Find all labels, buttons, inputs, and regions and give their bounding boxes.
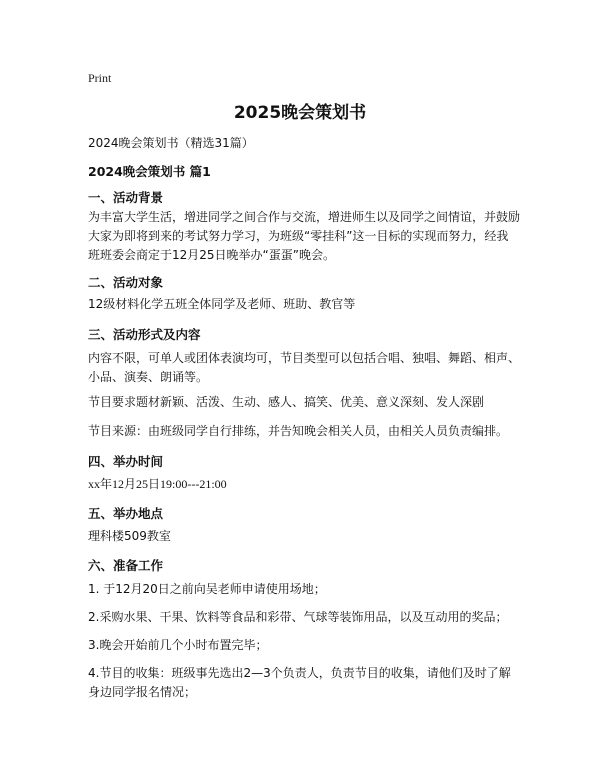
paragraph-prep-2: 2.采购水果、干果、饮料等食品和彩带、气球等装饰用品，以及互动用的奖品；: [88, 610, 508, 624]
heading-content: 三、活动形式及内容: [88, 327, 201, 342]
page-title: 2025晚会策划书: [233, 103, 367, 123]
paragraph-time: xx年12月25日19:00---21:00: [88, 477, 227, 491]
heading-audience: 二、活动对象: [88, 275, 164, 290]
document-subtitle: 2024晚会策划书（精选31篇）: [88, 136, 254, 150]
paragraph-prep-3: 3.晚会开始前几个小时布置完毕；: [88, 638, 268, 652]
paragraph-content-3: 节目来源：由班级同学自行排练，并告知晚会相关人员，由相关人员负责编排。: [88, 424, 509, 438]
paragraph-prep-4: 4.节目的收集：班级事先选出2—3个负责人，负责节目的收集，请他们及时了解身边同学报名情况；: [88, 666, 511, 699]
paragraph-content-2: 节目要求题材新颖、活泼、生动、感人、搞笑、优美、意义深刻、发人深剧: [88, 395, 485, 409]
paragraph-content-1: 内容不限，可单人或团体表演均可，节目类型可以包括合唱、独唱、舞蹈、相声、小品、演奏、朗诵等。: [88, 351, 521, 384]
heading-prep: 六、准备工作: [88, 558, 164, 573]
paragraph-audience: 12级材料化学五班全体同学及老师、班助、教官等: [88, 297, 356, 311]
paragraph-background: 为丰富大学生活，增进同学之间合作与交流，增进师生以及同学之间情谊，并鼓励大家为即将到来的考试努力学习，为班级“零挂科”这一目标的实现而努力，经我班班委会商定于12月25日晚举办“蛋蛋”晚会。: [88, 210, 521, 262]
section-title: 2024晚会策划书 篇1: [88, 164, 211, 179]
paragraph-place: 理科楼509教室: [88, 529, 171, 543]
paragraph-prep-1: 1. 于12月20日之前向吴老师申请使用场地；: [88, 582, 326, 596]
heading-place: 五、举办地点: [88, 506, 164, 521]
heading-time: 四、举办时间: [88, 454, 164, 469]
print-label: Print: [88, 71, 112, 85]
heading-background: 一、活动背景: [88, 190, 164, 205]
